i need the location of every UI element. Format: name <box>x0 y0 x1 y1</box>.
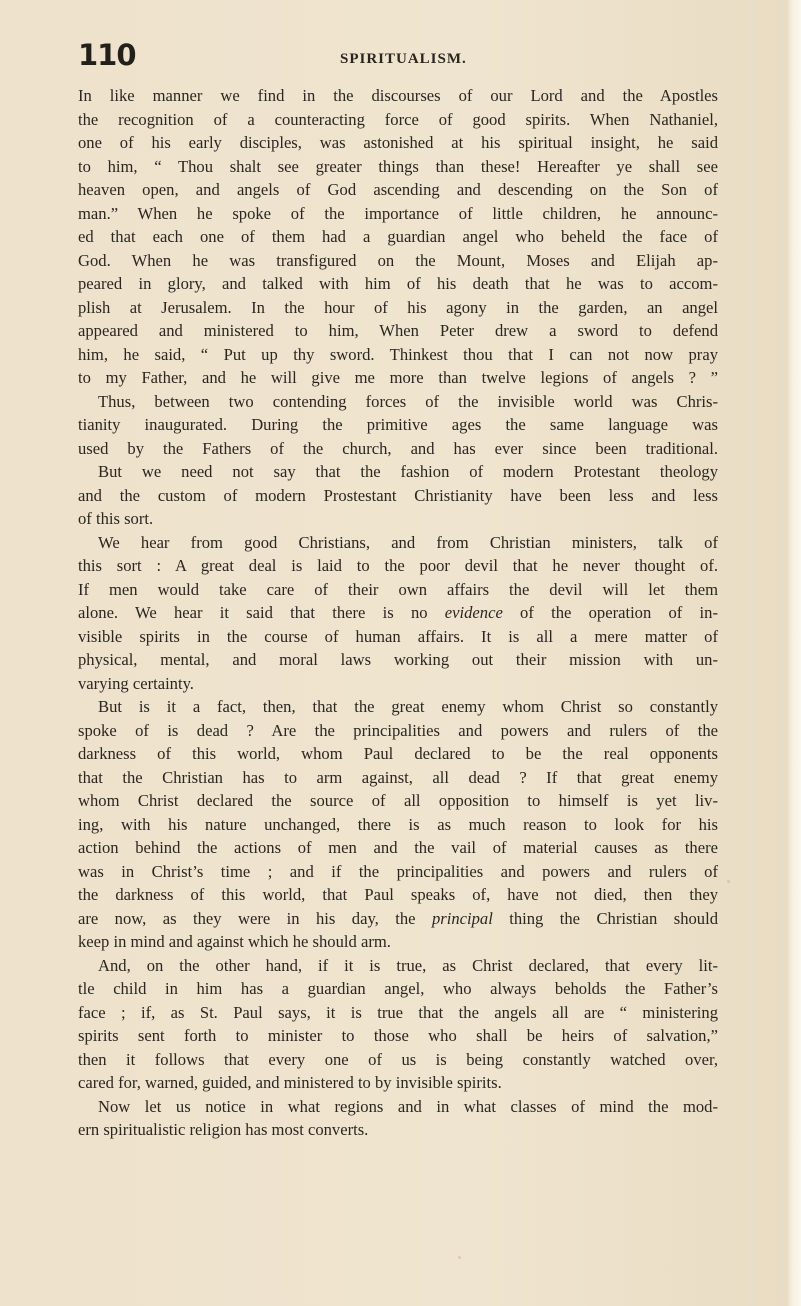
running-head: SPIRITUALISM. <box>340 51 467 67</box>
text-line: spoke of is dead ? Are the principalities and powers and rulers of the <box>78 720 718 740</box>
text-line: But is it a fact, then, that the great enemy whom Christ so constantly <box>98 697 718 716</box>
text-line: used by the Fathers of the church, and has ever since been traditional. <box>78 438 718 458</box>
text-line: to my Father, and he will give me more than twelve legions of angels ? ” <box>78 368 718 387</box>
text-span: are now, as they were in his day, the <box>78 908 432 928</box>
text-line: varying certainty. <box>78 673 194 693</box>
page-number: 110 <box>78 38 136 72</box>
text-line: this sort : A great deal is laid to the poor devil that he never thought of. <box>78 556 718 575</box>
body-text <box>78 84 718 1142</box>
text-line: visible spirits in the course of human affairs. It is all a mere matter of <box>78 626 718 646</box>
text-line: spirits sent forth to minister to those who shall be heirs of salvation,” <box>78 1026 718 1045</box>
text-line: and the custom of modern Prostestant Christianity have been less and less <box>78 485 718 505</box>
text-line: But we need not say that the fashion of modern Protestant theology <box>98 462 718 481</box>
text-line: the darkness of this world, that Paul speaks of, have not died, then they <box>78 885 718 904</box>
text-line: was in Christ’s time ; and if the principalities and powers and rulers of <box>78 861 718 881</box>
text-line: plish at Jerusalem. In the hour of his agony in the garden, an angel <box>78 297 718 317</box>
text-line: of this sort. <box>78 509 154 528</box>
text-line: appeared and ministered to him, When Peter drew a sword to defend <box>78 321 718 340</box>
page-edge <box>787 0 801 1306</box>
text-line: heaven open, and angels of God ascending and descending on the Son of <box>78 180 718 199</box>
text-line: then it follows that every one of us is being constantly watched over, <box>78 1049 718 1069</box>
text-line <box>78 907 718 931</box>
text-line: If men would take care of their own affairs the devil will let them <box>78 579 718 599</box>
paper-blemish <box>458 1256 461 1259</box>
text-line: We hear from good Christians, and from Christian ministers, talk of <box>98 532 718 552</box>
text-line: action behind the actions of men and the vail of material causes as there <box>78 838 718 857</box>
text-line: peared in glory, and talked with him of his death that he was to accom- <box>78 274 718 293</box>
paper-blemish <box>727 880 730 883</box>
text-line: to him, “ Thou shalt see greater things than these! Hereafter ye shall see <box>78 156 718 176</box>
text-line: keep in mind and against which he should arm. <box>78 932 391 951</box>
text-line: ed that each one of them had a guardian angel who beheld the face of <box>78 227 718 246</box>
text-line: darkness of this world, whom Paul declared to be the real opponents <box>78 744 718 763</box>
text-line: him, he said, “ Put up thy sword. Thinkest thou that I can not now pray <box>78 344 718 364</box>
text-line: ing, with his nature unchanged, there is as much reason to look for his <box>78 814 718 834</box>
italic-word: evidence <box>444 603 503 622</box>
text-line: face ; if, as St. Paul says, it is true that the angels all are “ ministering <box>78 1002 718 1022</box>
text-line: tle child in him has a guardian angel, who always beholds the Father’s <box>78 979 718 998</box>
text-line: physical, mental, and moral laws working out their mission with un- <box>78 650 718 669</box>
text-span: of the operation of in- <box>502 603 718 622</box>
paper-blemish <box>298 262 300 264</box>
text-line: Now let us notice in what regions and in what classes of mind the mod- <box>98 1096 718 1116</box>
page-header <box>78 38 718 78</box>
text-line: In like manner we find in the discourses of our Lord and the Apostles <box>78 86 718 105</box>
text-span: alone. We hear it said that there is no <box>78 603 445 622</box>
text-line: tianity inaugurated. During the primitive ages the same language was <box>78 415 718 434</box>
text-line: one of his early disciples, was astonished at his spiritual insight, he said <box>78 133 718 152</box>
text-line: the recognition of a counteracting force of good spirits. When Nathaniel, <box>78 109 718 129</box>
text-line <box>78 601 718 625</box>
text-line: whom Christ declared the source of all opposition to himself is yet liv- <box>78 791 718 810</box>
text-line: ern spiritualistic religion has most converts. <box>78 1120 369 1139</box>
text-line: cared for, warned, guided, and ministered to by invisible spirits. <box>78 1073 502 1092</box>
text-span: thing the Christian should <box>492 908 719 928</box>
text-line: God. When he was transfigured on the Mount, Moses and Elijah ap- <box>78 250 718 270</box>
text-line: And, on the other hand, if it is true, as Christ declared, that every lit- <box>98 955 718 975</box>
text-line: Thus, between two contending forces of the invisible world was Chris- <box>98 391 718 411</box>
text-line: man.” When he spoke of the importance of little children, he announc- <box>78 203 718 223</box>
italic-word: principal <box>431 908 493 928</box>
text-line: that the Christian has to arm against, all dead ? If that great enemy <box>78 767 718 787</box>
